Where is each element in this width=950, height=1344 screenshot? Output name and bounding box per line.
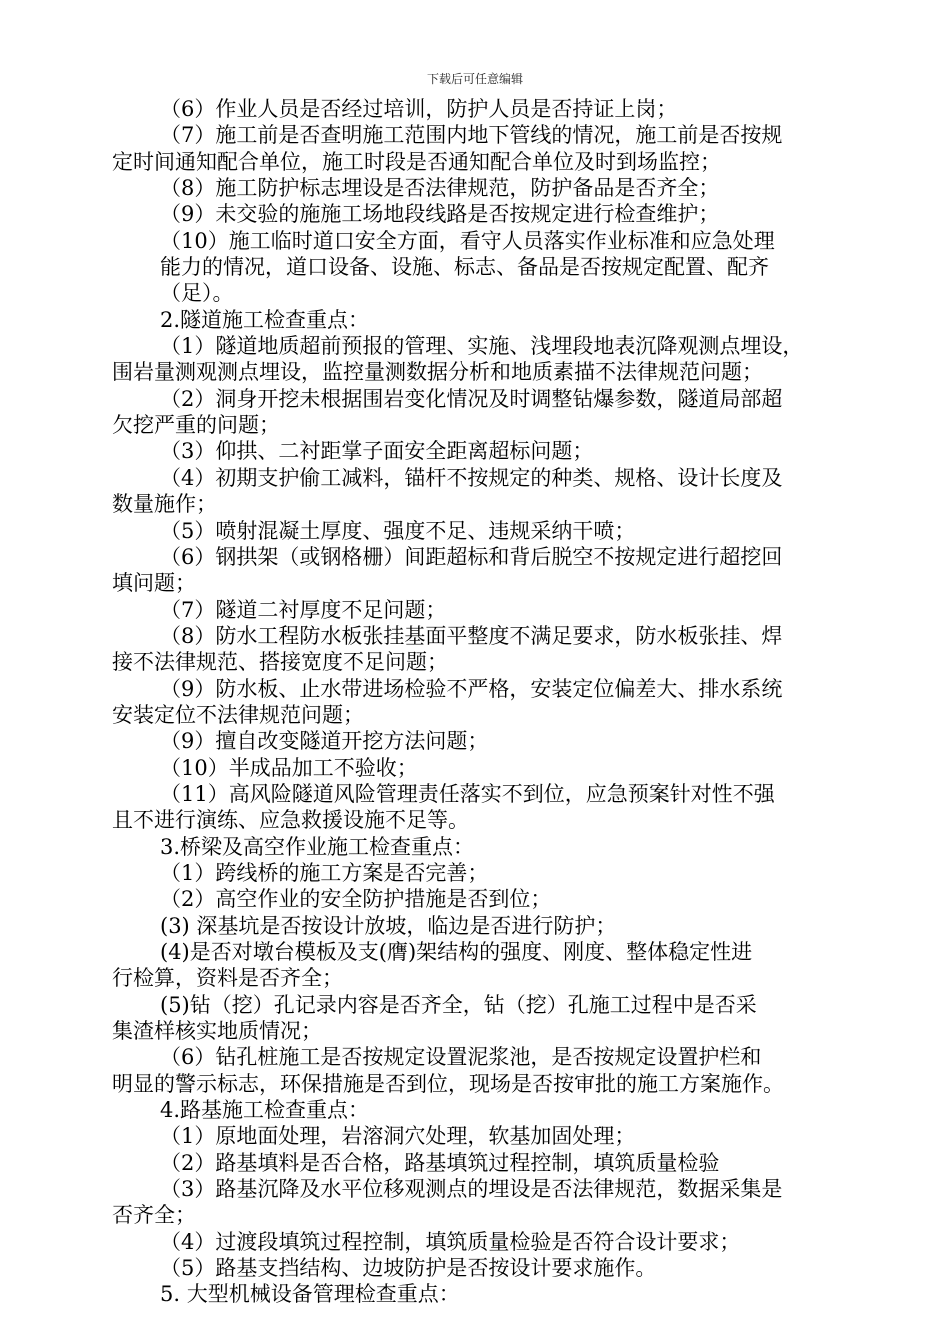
text-line: （2）路基填料是否合格，路基填筑过程控制，填筑质量检验: [160, 1150, 720, 1175]
text-line: 定时间通知配合单位，施工时段是否通知配合单位及时到场监控；: [112, 149, 721, 174]
text-line: 安装定位不法律规范问题；: [112, 702, 364, 727]
text-line: （1）隧道地质超前预报的管理、实施、浅埋段地表沉降观测点埋设，: [160, 334, 804, 359]
page-header: 下载后可任意编辑: [426, 72, 523, 86]
text-line: （3）仰拱、二衬距掌子面安全距离超标问题；: [160, 439, 594, 464]
text-line: 欠挖严重的问题；: [112, 413, 280, 438]
text-line: （1）原地面处理，岩溶洞穴处理，软基加固处理；: [160, 1124, 636, 1149]
text-line: （7）隧道二衬厚度不足问题；: [160, 597, 447, 622]
text-line: （6）作业人员是否经过培训，防护人员是否持证上岗；: [160, 97, 678, 121]
text-line: （4）初期支护偷工减料，锚杆不按规定的种类、规格、设计长度及: [160, 465, 783, 490]
text-line: (3) 深基坑是否按设计放坡，临边是否进行防护；: [160, 913, 617, 938]
text-line: （5）喷射混凝土厚度、强度不足、违规采纳干喷；: [160, 518, 636, 543]
text-line: （8）施工防护标志埋设是否法律规范，防护备品是否齐全；: [160, 176, 720, 201]
text-line: 否齐全；: [112, 1203, 196, 1228]
text-line: （2）洞身开挖未根据围岩变化情况及时调整钻爆参数，隧道局部超: [160, 386, 783, 411]
text-line: 且不进行演练、应急救援设施不足等。: [112, 808, 469, 833]
text-line: （2）高空作业的安全防护措施是否到位；: [160, 887, 552, 912]
text-line: （5）路基支挡结构、边坡防护是否按设计要求施作。: [160, 1256, 657, 1281]
text-line: 围岩量测观测点埋设，监控量测数据分析和地质素描不法律规范问题；: [112, 360, 763, 385]
text-line: （9）未交验的施施工场地段线路是否按规定进行检查维护；: [160, 202, 720, 227]
text-line: （7）施工前是否查明施工范围内地下管线的情况，施工前是否按规: [160, 123, 783, 148]
text-line: 接不法律规范、搭接宽度不足问题；: [112, 650, 448, 675]
text-line: （6）钢拱架（或钢格栅）间距超标和背后脱空不按规定进行超挖回: [160, 544, 783, 569]
text-line: （3）路基沉降及水平位移观测点的埋设是否法律规范，数据采集是: [160, 1177, 783, 1202]
text-line: （6）钻孔桩施工是否按规定设置泥浆池，是否按规定设置护栏和: [160, 1045, 762, 1070]
text-line: 集渣样核实地质情况；: [112, 1019, 322, 1044]
text-line: （1）跨线桥的施工方案是否完善；: [160, 860, 489, 885]
text-line: （9）擅自改变隧道开挖方法问题；: [160, 729, 489, 754]
text-line: 明显的警示标志，环保措施是否到位，现场是否按审批的施工方案施作。: [112, 1071, 784, 1096]
text-line: 填问题；: [112, 571, 196, 596]
text-line: 能力的情况，道口设备、设施、标志、备品是否按规定配置、配齐: [160, 255, 769, 280]
text-line: 行检算，资料是否齐全；: [112, 966, 343, 991]
text-line: (4)是否对墩台模板及支(膺)架结构的强度、刚度、整体稳定性进: [160, 940, 753, 964]
text-line: （9）防水板、止水带进场检验不严格，安装定位偏差大、排水系统: [160, 676, 783, 701]
text-line: 4.路基施工检查重点：: [160, 1098, 370, 1123]
document-body: [112, 96, 872, 1308]
text-line: （10）施工临时道口安全方面，看守人员落实作业标准和应急处理: [160, 228, 775, 253]
text-line: （足）。: [160, 281, 234, 306]
text-line: （10）半成品加工不验收；: [160, 755, 418, 780]
text-line: 数量施作；: [112, 492, 217, 517]
text-line: (5)钻（挖）孔记录内容是否齐全，钻（挖）孔施工过程中是否采: [160, 992, 757, 1017]
text-line: （4）过渡段填筑过程控制，填筑质量检验是否符合设计要求；: [160, 1229, 741, 1254]
text-line: （11）高风险隧道风险管理责任落实不到位，应急预案针对性不强: [160, 781, 775, 806]
text-line: （8）防水工程防水板张挂基面平整度不满足要求，防水板张挂、焊: [160, 623, 783, 648]
text-line: 5. 大型机械设备管理检查重点：: [160, 1282, 460, 1307]
text-line: 2.隧道施工检查重点：: [160, 307, 370, 332]
text-line: 3.桥梁及高空作业施工检查重点：: [160, 834, 475, 859]
